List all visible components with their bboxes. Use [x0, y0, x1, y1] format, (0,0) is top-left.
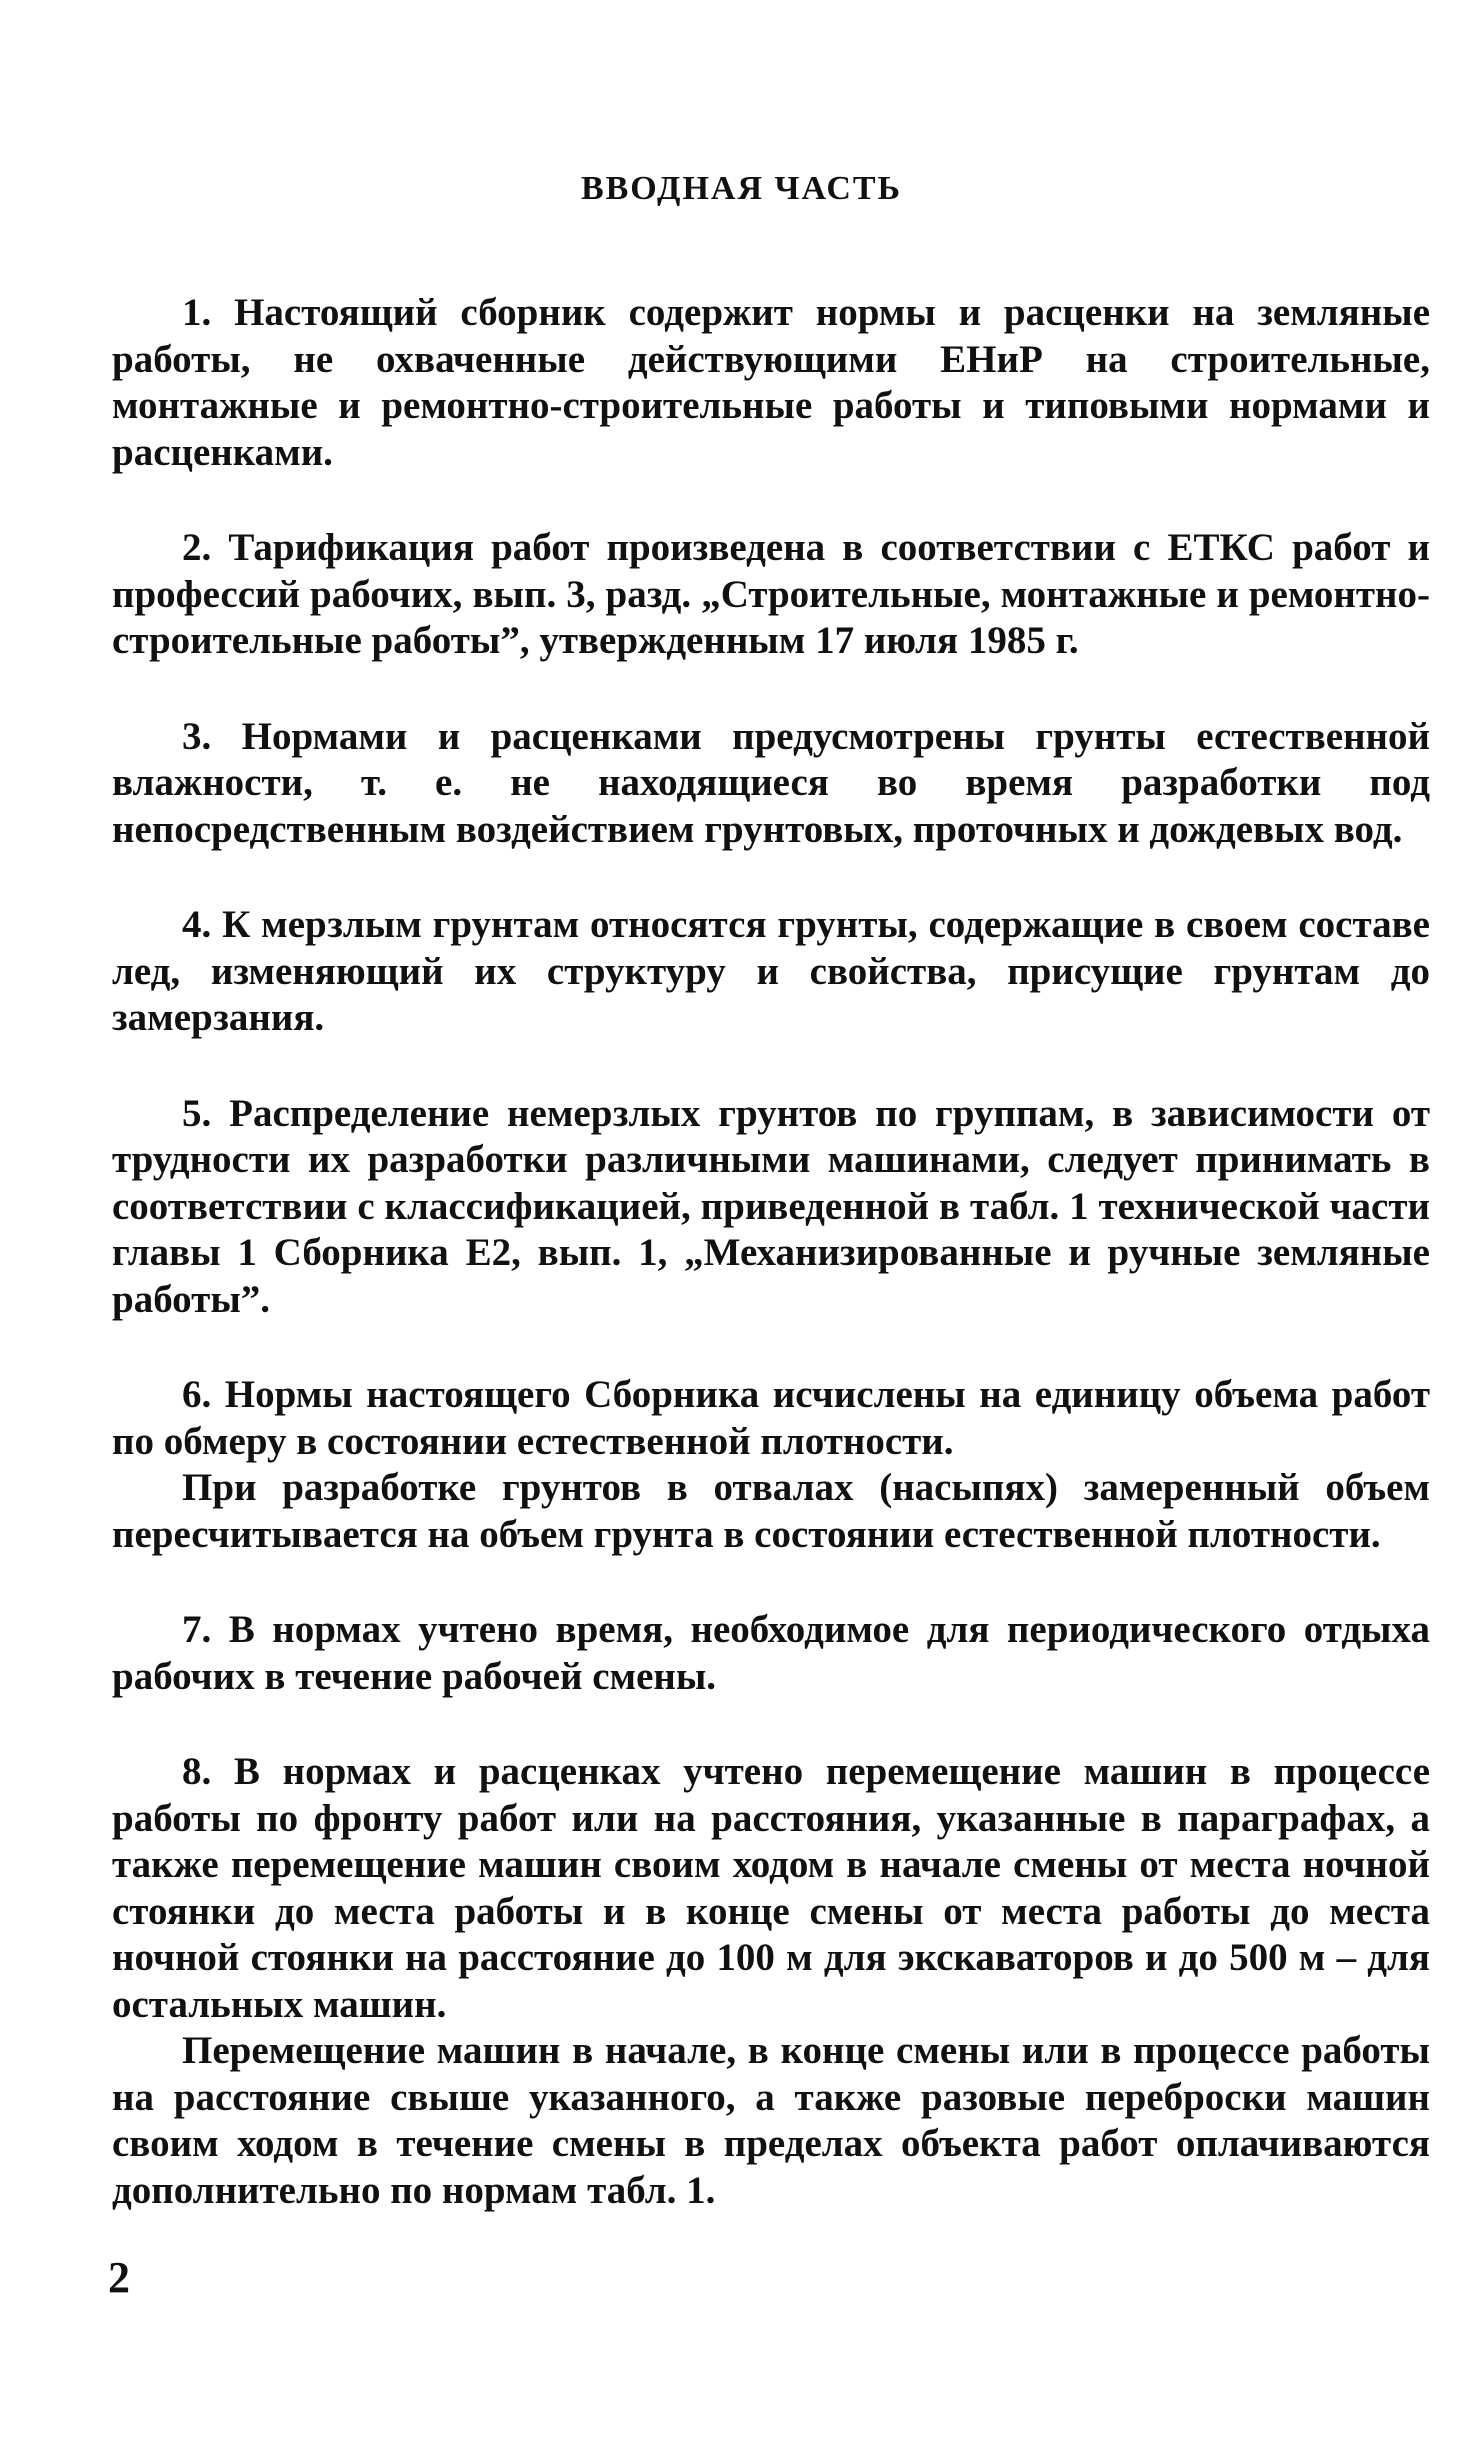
paragraph-6: 6. Нормы настоящего Сборника исчислены на единицу объема работ по обмеру в состоянии естественной плотности. — [112, 1373, 1430, 1463]
paragraph-8: 8. В нормах и расценках учтено перемещение машин в процессе работы по фронту работ или на расстояния, указанные в параграфах, а также перемещение машин своим ходом в начале смены от места ночной стоянки до места работы и в конце смены от места работы до места ночной стоянки на расстояние до 100 м для экскаваторов и до 500 м – для остальных машин. — [112, 1750, 1430, 2026]
paragraph-6-continued: При разработке грунтов в отвалах (насыпях) замеренный объем пересчитывается на объем грунта в состоянии естественной плотности. — [112, 1466, 1430, 1556]
body-text — [112, 290, 1430, 2214]
paragraph-2: 2. Тарификация работ произведена в соответствии с ЕТКС работ и профессий рабочих, вып. 3, разд. „Строительные, монтажные и ремонтно-строительные работы”, утвержденным 17 июля 1985 г. — [112, 526, 1430, 662]
paragraph-8-continued: Перемещение машин в начале, в конце смены или в процессе работы на расстояние свыше указанного, а также разовые переброски машин своим ходом в течение смены в пределах объекта работ оплачиваются дополнительно по нормам табл. 1. — [112, 2029, 1430, 2212]
paragraph-5: 5. Распределение немерзлых грунтов по группам, в зависимости от трудности их разработки различными машинами, следует принимать в соответствии с классификацией, приведенной в табл. 1 технической части главы 1 Сборника Е2, вып. 1, „Механизированные и ручные земляные работы”. — [112, 1091, 1430, 1321]
paragraph-1: 1. Настоящий сборник содержит нормы и расценки на земляные работы, не охваченные действующими ЕНиР на строительные, монтажные и ремонтно-строительные работы и типовыми нормами и расценками. — [112, 291, 1430, 474]
page-number: 2 — [108, 2253, 130, 2302]
paragraph-4: 4. К мерзлым грунтам относятся грунты, содержащие в своем составе лед, изменяющий их структуру и свойства, присущие грунтам до замерзания. — [112, 903, 1430, 1039]
section-title: ВВОДНАЯ ЧАСТЬ — [580, 170, 903, 207]
paragraph-7: 7. В нормах учтено время, необходимое для периодического отдыха рабочих в течение рабочей смены. — [112, 1608, 1430, 1698]
paragraph-3: 3. Нормами и расценками предусмотрены грунты естественной влажности, т. е. не находящиеся во время разработки под непосредственным воздействием грунтовых, проточных и дождевых вод. — [112, 714, 1430, 851]
